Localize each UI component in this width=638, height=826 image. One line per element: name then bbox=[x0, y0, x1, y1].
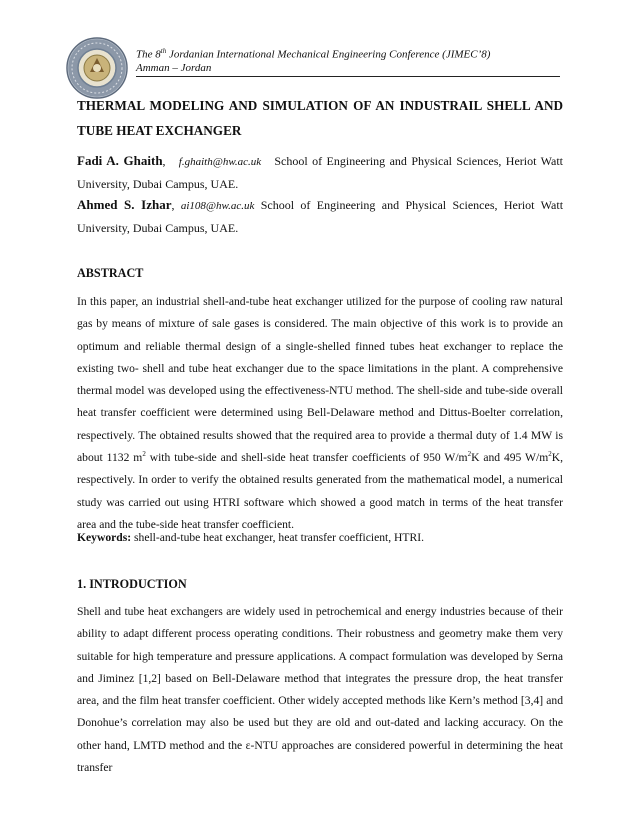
conference-logo-icon bbox=[65, 36, 129, 100]
author-email: ai108@hw.ac.uk bbox=[180, 200, 255, 212]
introduction-body: Shell and tube heat exchangers are widely used in petrochemical and energy industries because of their ability to adapt different process operating conditions. Their robustness and geometry make them very suitable for high temperature and pressure applications. A compact formulation was developed by Serna and Jiminez [1,2] based on Bell-Delaware method that integrates the pressure drop, the heat transfer area, and the film heat transfer coefficient. Other widely accepted methods like Kern’s method [3,4] and Donohue’s correlation may also be used but they are old and out-dated and lacking accuracy. On the other hand, LMTD method and the ε-NTU approaches are considered powerful in determining the heat transfer bbox=[77, 605, 563, 775]
abstract-body: In this paper, an industrial shell-and-tube heat exchanger utilized for the purpose of cooling raw natural gas by means of mixture of sale gases is considered. The main objective of this work is to provide an optimum and reliable thermal design of a single-shelled finned tubes heat exchanger to replace the existing two- shell and tube heat exchanger due to the space limitations in the plant. A comprehensive thermal model was developed using the effectiveness-NTU method. The shell-side and tube-side overall heat transfer coefficient were determined using Bell-Delaware method and Dittus-Boelter correlation, respectively. The obtained results showed that the required area to provide a thermal duty of 1.4 MW is about 1132 $m^2$ with tube-side and shell-side heat transfer coefficients of 950 $W/m^2K$ and 495 $W/m^2K$, respectively. In order to verify the obtained results generated from the mathematical model, a numerical study was carried out using HTRI software which showed a good match in terms of the heat transfer area and the tube-side heat transfer coefficient. bbox=[77, 295, 563, 531]
author-name: Fadi A. Ghaith bbox=[77, 153, 163, 168]
author-affiliation: School of Engineering and Physical Sciences, Heriot Watt University, Dubai Campus, UAE. bbox=[77, 198, 564, 235]
author-affiliation: School of Engineering and Physical Sciences, Heriot Watt University, Dubai Campus, UAE. bbox=[77, 154, 564, 191]
conference-location: Amman – Jordan bbox=[136, 62, 212, 74]
keywords bbox=[77, 527, 563, 549]
author-name: Ahmed S. Izhar bbox=[77, 197, 172, 212]
author-email: f.ghaith@hw.ac.uk bbox=[178, 156, 262, 168]
introduction-heading: 1. INTRODUCTION bbox=[77, 577, 187, 591]
keywords-label: Keywords: bbox=[77, 531, 132, 544]
keywords-text: shell-and-tube heat exchanger, heat transfer coefficient, HTRI. bbox=[131, 531, 425, 544]
abstract-heading: ABSTRACT bbox=[77, 266, 144, 280]
header-divider bbox=[136, 76, 560, 77]
author-block: Fadi A. Ghaith, f.ghaith@hw.ac.uk School of Engineering and Physical Sciences, Heriot Watt University, Dubai Campus, UAE. bbox=[77, 153, 564, 191]
paper-title: THERMAL MODELING AND SIMULATION OF AN INDUSTRAIL SHELL AND TUBE HEAT EXCHANGER bbox=[77, 98, 563, 138]
conference-title: The 8th Jordanian International Mechanical Engineering Conference (JIMEC’8) bbox=[136, 47, 491, 61]
conference-header bbox=[65, 36, 565, 81]
author-block: Ahmed S. Izhar, ai108@hw.ac.uk School of Engineering and Physical Sciences, Heriot Watt University, Dubai Campus, UAE. bbox=[77, 197, 564, 235]
